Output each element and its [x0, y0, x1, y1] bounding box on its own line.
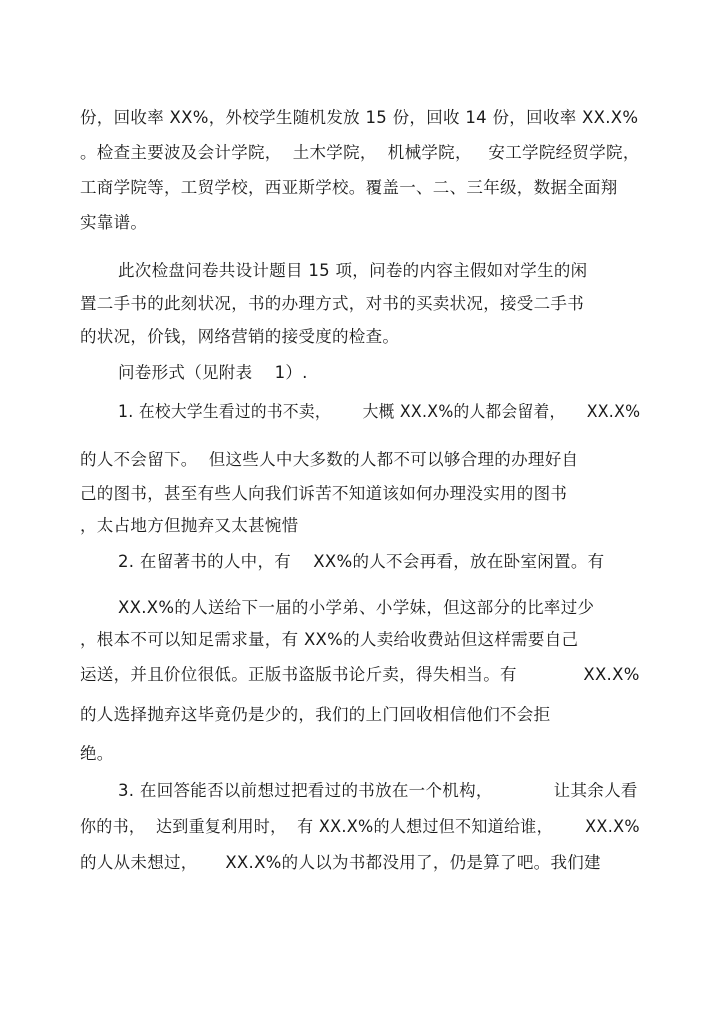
text-line: 2. 在留著书的人中，有 XX%的人不会再看，放在卧室闲置。有: [118, 552, 605, 571]
text-line: 工商学院等，工贸学校，西亚斯学校。覆盖一、二、三年级，数据全面翔: [80, 178, 618, 197]
text-line: 己的图书，甚至有些人向我们诉苦不知道该如何办理没实用的图书: [80, 484, 568, 503]
text-line: 运送，并且价位很低。正版书盗版书论斤卖，得失相当。有 XX.X%: [80, 665, 640, 684]
text-line: XX.X%的人送给下一届的小学弟、小学妹，但这部分的比率过少: [118, 598, 595, 617]
text-line: 你的书， 达到重复利用时， 有 XX.X%的人想过但不知道给谁， XX.X%: [80, 817, 640, 836]
text-line: ，根本不可以知足需求量，有 XX%的人卖给收费站但这样需要自己: [80, 630, 579, 649]
text-line: 的人从未想过， XX.X%的人以为书都没用了，仍是算了吧。我们建: [80, 853, 601, 872]
text-line: 的人选择抛弃这毕竟仍是少的，我们的上门回收相信他们不会拒: [80, 705, 551, 724]
text-line: 的人不会留下。 但这些人中大多数的人都不可以够合理的办理好自: [80, 450, 579, 469]
text-line: 份，回收率 XX%，外校学生随机发放 15 份，回收 14 份，回收率 XX.X%: [80, 108, 639, 127]
text-line: 实靠谱。: [80, 213, 148, 232]
text-line: 3. 在回答能否以前想过把看过的书放在一个机构， 让其余人看: [118, 781, 638, 800]
text-line: 。检查主要波及会计学院， 土木学院， 机械学院， 安工学院经贸学院，: [80, 143, 640, 162]
text-line: 问卷形式（见附表 1）.: [118, 363, 308, 382]
text-line: 1. 在校大学生看过的书不卖， 大概 XX.X%的人都会留着， XX.X%: [118, 402, 641, 421]
text-line: ，太占地方但抛弃又太甚惋惜: [80, 516, 299, 535]
text-line: 置二手书的此刻状况，书的办理方式，对书的买卖状况，接受二手书: [80, 294, 584, 313]
text-line: 的状况，价钱，网络营销的接受度的检查。: [80, 327, 400, 346]
text-line: 绝。: [80, 744, 114, 763]
text-line: 此次检盘问卷共设计题目 15 项，问卷的内容主假如对学生的闲: [118, 261, 588, 280]
